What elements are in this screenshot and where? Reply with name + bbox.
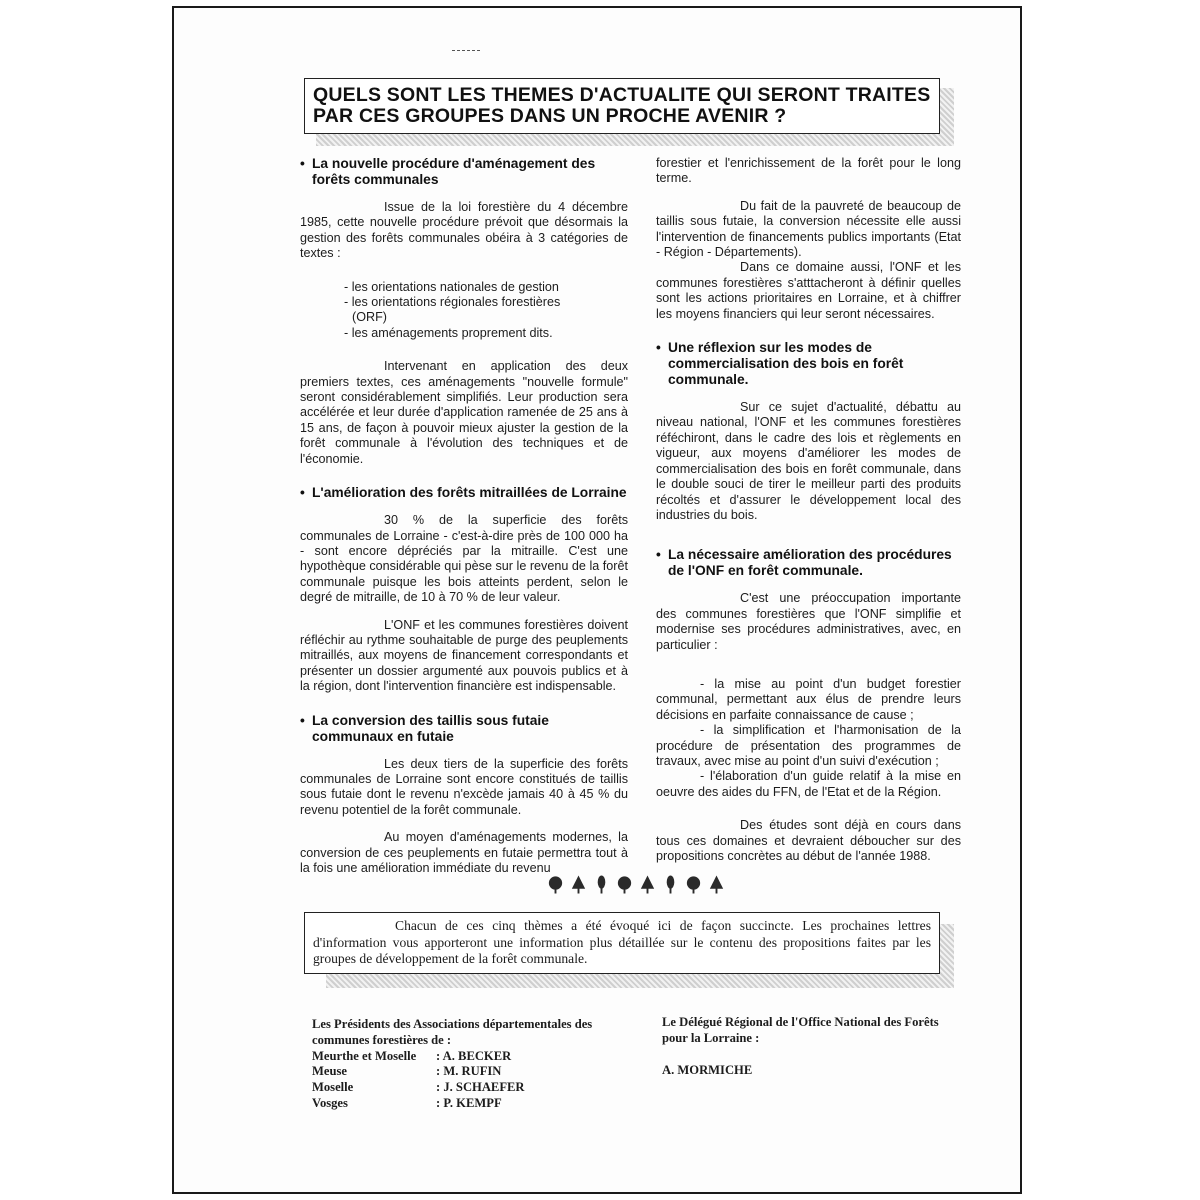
delegue-name: A. MORMICHE [662, 1062, 753, 1077]
title-box [304, 78, 940, 134]
dept-name: Meuse [312, 1064, 347, 1079]
president-name: : P. KEMPF [436, 1095, 502, 1110]
paragraph: Du fait de la pauvreté de beaucoup de taillis sous futaie, la conversion nécessite elle aussi l'intervention de financements publics importants (Etat - Région - Départements). [656, 198, 961, 260]
paragraph: L'ONF et les communes forestières doivent réfléchir au rythme souhaitable de purge des peuplements mitraillés, aux moyens de financement correspondants et présenter un dossier argumenté aux pouvois publics et à la région, dont l'intervention financière est indispensable. [300, 617, 628, 694]
paragraph: Intervenant en application des deux premiers textes, ces aménagements "nouvelle formule" seront considérablement simplifiés. Leur production sera accélérée et leur durée d'application ramenée de 25 ans à 15 ans, de façon à pouvoir mieux ajuster la gestion de la forêt communale à l'évolution des techniques et de l'économie. [300, 359, 628, 466]
paragraph: Dans ce domaine aussi, l'ONF et les communes forestières s'atttacheront à définir quelles sont les actions prioritaires en Lorraine, et à chiffrer les moyens financiers qui leur seront nécessaires. [656, 260, 961, 321]
list-item: (ORF) [352, 310, 387, 325]
paragraph: Au moyen d'aménagements modernes, la conversion de ces peuplements en futaie permettra tout à la fois une amélioration immédiate du revenu [300, 830, 628, 875]
list-item: - la simplification et l'harmonisation de la procédure de présentation des programmes de travaux, avec mise au point d'un suivi d'exécution ; [656, 723, 961, 768]
tree-icon [569, 874, 588, 894]
paragraph: 30 % de la superficie des forêts communales de Lorraine - c'est-à-dire près de 100 000 ha - sont encore dépréciés par la mitraille. C'est une hypothèque considérable qui pèse sur le revenu de la forêt communale puisque les bois atteints perdent, selon le degré de mitraille, de 10 à 70 % de leur valeur. [300, 513, 628, 605]
closing-note-box [304, 912, 940, 974]
signature-presidents [312, 1017, 642, 1112]
right-column [656, 156, 961, 864]
dept-name: Vosges [312, 1095, 348, 1110]
list-textes [300, 280, 628, 342]
section-heading-procedures: • La nécessaire amélioration des procédures de l'ONF en forêt communale. [656, 547, 952, 579]
presidents-table [312, 1049, 525, 1112]
signature-delegue [662, 1015, 962, 1078]
president-name: : M. RUFIN [436, 1064, 502, 1079]
tree-icon [615, 874, 634, 894]
table-row [312, 1096, 525, 1112]
title-line-1: QUELS SONT LES THEMES D'ACTUALITE QUI SERONT TRAITES [313, 84, 931, 106]
table-row [312, 1049, 525, 1065]
paragraph: Issue de la loi forestière du 4 décembre 1985, cette nouvelle procédure prévoit que désormais la gestion des forêts communales obéira à 3 catégories de textes : [300, 200, 628, 261]
tree-icon [592, 874, 611, 894]
section-heading-amenagement: • La nouvelle procédure d'aménagement des forêts communales [300, 156, 596, 187]
paragraph: Sur ce sujet d'actualité, débattu au niveau national, l'ONF et les communes forestières réféchiront, dans le cadre des lois et règlements en vigueur, aux moyens d'améliorer les modes de commercialisation des bois en forêt communale, dans le double souci de tirer le meilleur parti des produits récoltés et d'assurer le développement local des industries du bois. [656, 400, 961, 522]
tree-icon [684, 874, 703, 894]
president-name: : J. SCHAEFER [436, 1080, 525, 1095]
president-name: : A. BECKER [436, 1048, 512, 1063]
paragraph: Des études sont déjà en cours dans tous ces domaines et devraient déboucher sur des propositions concrètes au début de l'année 1988. [656, 818, 961, 863]
signature-title: Le Délégué Régional de l'Office National des Forêts pour la Lorraine : [662, 1015, 939, 1045]
paragraph: Les deux tiers de la superficie des forêts communales de Lorraine sont encore constitués de taillis sous futaie dont le revenu n'excède jamais 40 à 45 % du revenu potentiel de la forêt communale. [300, 756, 628, 817]
section-heading-mitraille: • L'amélioration des forêts mitraillées de Lorraine [300, 485, 627, 501]
table-row [312, 1064, 525, 1080]
list-item: - les orientations nationales de gestion [344, 279, 559, 294]
tree-icon [707, 874, 726, 894]
table-row [312, 1080, 525, 1096]
tree-icon [546, 874, 565, 894]
tree-icon [661, 874, 680, 894]
paragraph: C'est une préoccupation importante des communes forestières que l'ONF simplifie et modernise ses procédures administratives, avec, en particulier : [656, 591, 961, 652]
dept-name: Meurthe et Moselle [312, 1048, 417, 1063]
left-column [300, 156, 628, 876]
signature-title: Les Présidents des Associations départementales des communes forestières de : [312, 1017, 593, 1047]
tree-icon [638, 874, 657, 894]
scan-mark [452, 50, 480, 59]
section-heading-conversion: • La conversion des taillis sous futaie communaux en futaie [300, 712, 549, 744]
title-line-2: PAR CES GROUPES DANS UN PROCHE AVENIR ? [313, 105, 787, 127]
dept-name: Moselle [312, 1080, 354, 1095]
list-item: - l'élaboration d'un guide relatif à la mise en oeuvre des aides du FFN, de l'Etat et de la Région. [656, 769, 961, 799]
list-item: - la mise au point d'un budget forestier communal, permettant aux élus de prendre leurs décisions en parfaite connaissance de cause ; [656, 676, 961, 722]
list-item: - les orientations régionales forestières [344, 295, 561, 310]
section-heading-commercialisation: • Une réflexion sur les modes de commercialisation des bois en forêt communale. [656, 340, 904, 388]
closing-note-text: Chacun de ces cinq thèmes a été évoqué ici de façon succincte. Les prochaines lettres d'information vous apporteront une information plus détaillée sur le contenu des propositions faites par les groupes de développement de la forêt communale. [313, 918, 931, 967]
list-item: - les aménagements proprement dits. [344, 325, 553, 340]
paragraph-continued: forestier et l'enrichissement de la forêt pour le long terme. [656, 156, 961, 186]
tree-row-icon [546, 872, 734, 894]
